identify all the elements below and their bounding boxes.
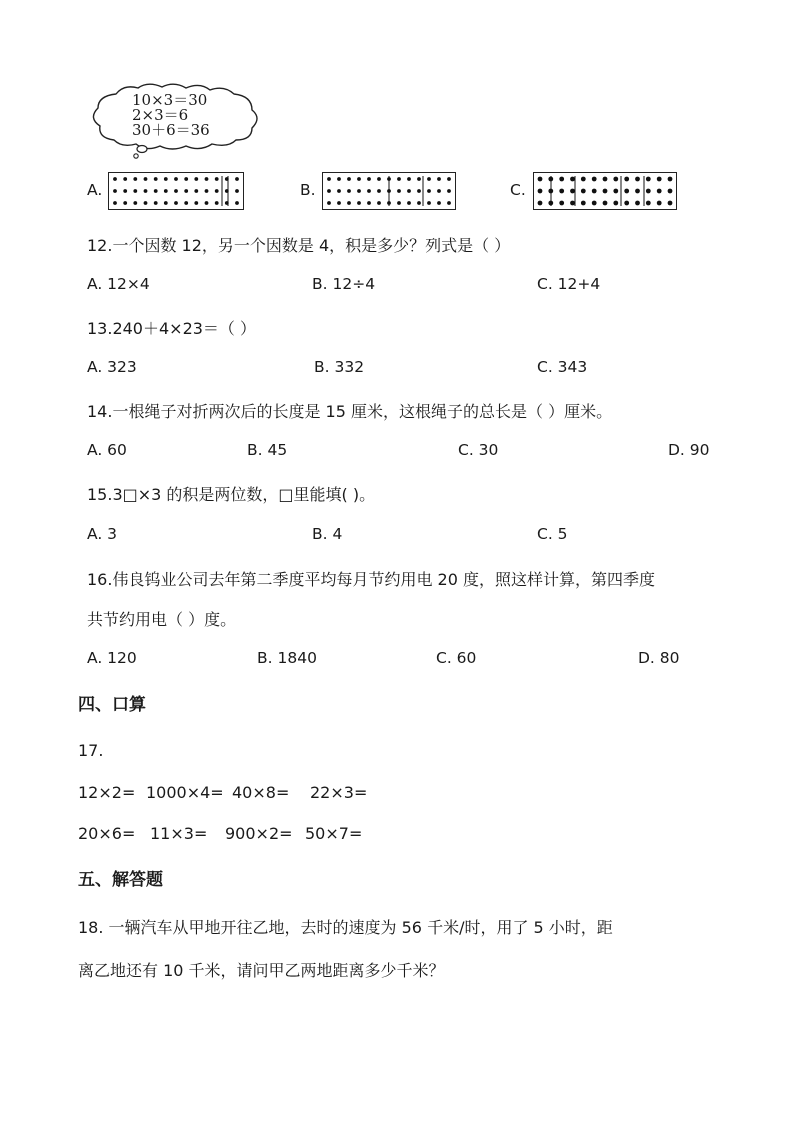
- dot: [144, 189, 148, 193]
- q17-number: 17.: [78, 741, 104, 760]
- dot: [154, 177, 158, 181]
- dot: [113, 201, 117, 205]
- q17-row1-item-3: 40×8=: [232, 783, 290, 802]
- dot: [123, 177, 127, 181]
- dot: [174, 201, 178, 205]
- dot: [657, 201, 662, 206]
- dot: [205, 177, 209, 181]
- dot: [347, 177, 351, 181]
- dot: [570, 189, 575, 194]
- dot: [635, 177, 640, 182]
- dot: [113, 189, 117, 193]
- q16-option-c[interactable]: C. 60: [436, 649, 477, 667]
- q17-row2-item-1: 20×6=: [78, 824, 136, 843]
- dot: [347, 201, 351, 205]
- q17-row1-item-1: 12×2=: [78, 783, 136, 802]
- dot: [635, 189, 640, 194]
- q13-stem: 13.240＋4×23＝（ ）: [87, 319, 257, 338]
- dot: [538, 177, 543, 182]
- dot: [624, 201, 629, 206]
- q17-row1-item-2: 1000×4=: [146, 783, 224, 802]
- dot: [592, 177, 597, 182]
- dot: [624, 189, 629, 194]
- dot: [447, 189, 451, 193]
- dot: [215, 177, 219, 181]
- q11-option-b-dot-array[interactable]: [322, 172, 456, 210]
- dot: [646, 201, 651, 206]
- dot: [337, 201, 341, 205]
- q15-option-a[interactable]: A. 3: [87, 525, 118, 543]
- dot: [559, 177, 564, 182]
- q11-option-a-dot-array[interactable]: [108, 172, 244, 210]
- dot: [559, 189, 564, 194]
- q14-option-a[interactable]: A. 60: [87, 441, 127, 459]
- dot: [417, 189, 421, 193]
- dot: [407, 189, 411, 193]
- dot: [447, 201, 451, 205]
- q11-option-a-letter[interactable]: A.: [87, 181, 103, 199]
- dot: [592, 189, 597, 194]
- dot: [327, 201, 331, 205]
- q13-option-b[interactable]: B. 332: [314, 358, 365, 376]
- q16-stem-line-1: 16.伟良钨业公司去年第二季度平均每月节约用电 20 度，照这样计算，第四季度: [87, 570, 655, 589]
- dot: [144, 201, 148, 205]
- dot: [437, 201, 441, 205]
- dot: [427, 201, 431, 205]
- dot: [538, 201, 543, 206]
- dot: [538, 189, 543, 194]
- dot: [164, 189, 168, 193]
- dot: [184, 177, 188, 181]
- dot: [613, 189, 618, 194]
- dot: [235, 201, 239, 205]
- q12-option-b[interactable]: B. 12÷4: [312, 275, 376, 293]
- cloud-line-3: 30＋6＝36: [132, 121, 210, 139]
- dot: [113, 177, 117, 181]
- dot: [377, 177, 381, 181]
- dot: [624, 177, 629, 182]
- dot: [397, 201, 401, 205]
- dot: [357, 177, 361, 181]
- dot: [194, 189, 198, 193]
- dot: [581, 201, 586, 206]
- dot: [377, 201, 381, 205]
- dot: [592, 201, 597, 206]
- dot: [154, 189, 158, 193]
- dot: [407, 177, 411, 181]
- dot: [215, 189, 219, 193]
- dot: [397, 177, 401, 181]
- q15-stem: 15.3□×3 的积是两位数，□里能填( )。: [87, 485, 376, 504]
- dot: [559, 201, 564, 206]
- q11-option-b-letter[interactable]: B.: [300, 181, 316, 199]
- dot: [603, 201, 608, 206]
- q13-option-a[interactable]: A. 323: [87, 358, 137, 376]
- q13-option-c[interactable]: C. 343: [537, 358, 588, 376]
- dot: [377, 189, 381, 193]
- cloud-line-1: 10×3＝30: [132, 91, 208, 109]
- dot: [327, 177, 331, 181]
- q18-line-2: 离乙地还有 10 千米，请问甲乙两地距离多少千米？: [78, 961, 445, 980]
- dot: [657, 189, 662, 194]
- dot: [337, 177, 341, 181]
- dot: [133, 189, 137, 193]
- dot: [154, 201, 158, 205]
- dot: [603, 189, 608, 194]
- dot: [215, 201, 219, 205]
- dot: [367, 189, 371, 193]
- dot: [133, 201, 137, 205]
- dot: [194, 201, 198, 205]
- dot: [164, 177, 168, 181]
- q15-option-b[interactable]: B. 4: [312, 525, 343, 543]
- dot: [570, 201, 575, 206]
- dot: [407, 201, 411, 205]
- q14-stem: 14.一根绳子对折两次后的长度是 15 厘米，这根绳子的总长是（ ）厘米。: [87, 402, 613, 421]
- q14-option-c[interactable]: C. 30: [458, 441, 499, 459]
- dot: [417, 201, 421, 205]
- dot: [635, 201, 640, 206]
- dot: [205, 201, 209, 205]
- dot: [397, 189, 401, 193]
- q18-line-1: 18. 一辆汽车从甲地开往乙地，去时的速度为 56 千米/时，用了 5 小时，距: [78, 918, 613, 937]
- dot: [417, 177, 421, 181]
- q16-option-d[interactable]: D. 80: [638, 649, 680, 667]
- q15-option-c[interactable]: C. 5: [537, 525, 568, 543]
- dot: [174, 177, 178, 181]
- dot: [194, 177, 198, 181]
- q11-option-c-dot-array[interactable]: [533, 172, 677, 210]
- q12-option-c[interactable]: C. 12+4: [537, 275, 601, 293]
- dot: [327, 189, 331, 193]
- dot: [657, 177, 662, 182]
- dot: [668, 201, 673, 206]
- dot: [205, 189, 209, 193]
- dot: [347, 189, 351, 193]
- dot: [174, 189, 178, 193]
- dot: [144, 177, 148, 181]
- dot: [133, 177, 137, 181]
- q17-row2-item-2: 11×3=: [150, 824, 208, 843]
- dot: [184, 189, 188, 193]
- q17-row1-item-4: 22×3=: [310, 783, 368, 802]
- dot: [581, 189, 586, 194]
- q11-option-c-letter[interactable]: C.: [510, 181, 526, 199]
- dot: [367, 177, 371, 181]
- q14-option-d[interactable]: D. 90: [668, 441, 710, 459]
- dot: [613, 201, 618, 206]
- dot: [337, 189, 341, 193]
- dot: [603, 177, 608, 182]
- dot: [123, 201, 127, 205]
- dot: [357, 201, 361, 205]
- dot: [235, 177, 239, 181]
- dot: [581, 177, 586, 182]
- dot: [235, 189, 239, 193]
- dot: [164, 201, 168, 205]
- dot: [427, 189, 431, 193]
- dot: [668, 177, 673, 182]
- dot: [646, 189, 651, 194]
- dot: [437, 189, 441, 193]
- q16-stem-line-2: 共节约用电（ ）度。: [87, 610, 237, 629]
- dot: [357, 189, 361, 193]
- q12-stem: 12.一个因数 12，另一个因数是 4，积是多少？列式是（ ）: [87, 236, 511, 255]
- dot: [646, 177, 651, 182]
- dot: [447, 177, 451, 181]
- q14-option-b[interactable]: B. 45: [247, 441, 288, 459]
- cloud-figure: [86, 82, 262, 160]
- dot: [123, 189, 127, 193]
- section-4-title: 四、口算: [78, 695, 146, 715]
- dot: [367, 201, 371, 205]
- dot: [668, 189, 673, 194]
- q16-option-b[interactable]: B. 1840: [257, 649, 317, 667]
- dot: [437, 177, 441, 181]
- dot: [613, 177, 618, 182]
- q12-option-a[interactable]: A. 12×4: [87, 275, 150, 293]
- dot: [184, 201, 188, 205]
- q17-row2-item-4: 50×7=: [305, 824, 363, 843]
- dot: [427, 177, 431, 181]
- dot: [570, 177, 575, 182]
- q17-row2-item-3: 900×2=: [225, 824, 293, 843]
- q16-option-a[interactable]: A. 120: [87, 649, 137, 667]
- section-5-title: 五、解答题: [78, 870, 163, 890]
- cloud-line-2: 2×3＝6: [132, 106, 189, 124]
